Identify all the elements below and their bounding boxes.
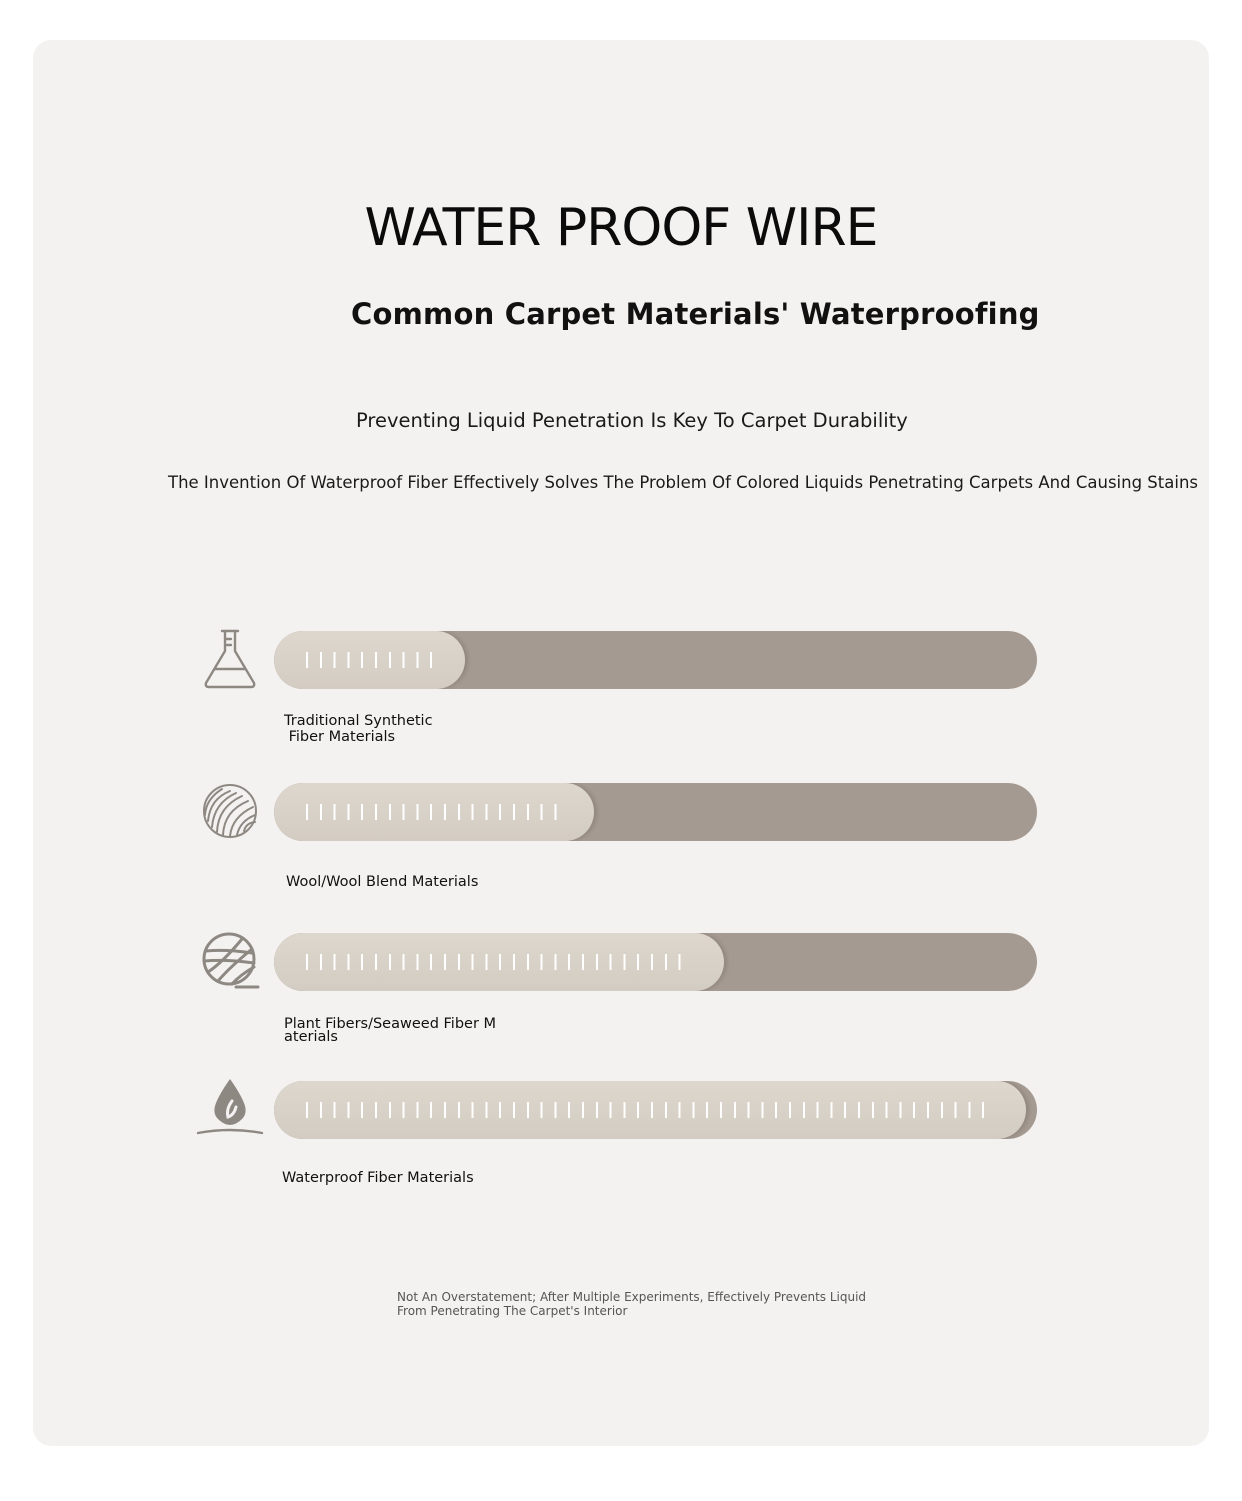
bar-ticks bbox=[306, 804, 562, 820]
waterproof-bar-fill bbox=[274, 783, 594, 841]
material-label: Waterproof Fiber Materials bbox=[282, 1170, 474, 1186]
bar-ticks bbox=[306, 954, 692, 970]
bar-ticks bbox=[306, 1102, 994, 1118]
waterproof-bar bbox=[274, 933, 1037, 991]
material-label: Plant Fibers/Seaweed Fiber M aterials bbox=[284, 1016, 497, 1045]
page-title: WATER PROOF WIRE bbox=[364, 198, 878, 258]
description: The Invention Of Waterproof Fiber Effectively Solves The Problem Of Colored Liquids Penetrating Carpets And Causing Stains bbox=[168, 473, 1198, 492]
bar-ticks bbox=[306, 652, 433, 668]
page-subtitle: Common Carpet Materials' Waterproofing bbox=[351, 297, 1040, 331]
material-row-waterproof bbox=[0, 1081, 1242, 1141]
water-drop-icon bbox=[196, 1075, 264, 1143]
material-row-plant-fiber bbox=[0, 933, 1242, 993]
flask-icon bbox=[196, 625, 264, 693]
wool-icon bbox=[196, 777, 264, 845]
material-label: Traditional Synthetic Fiber Materials bbox=[284, 713, 433, 745]
footnote-line: Not An Overstatement; After Multiple Experiments, Effectively Prevents Liquid bbox=[397, 1290, 867, 1304]
waterproof-bar bbox=[274, 783, 1037, 841]
footnote bbox=[397, 1290, 867, 1318]
waterproof-bar-fill bbox=[274, 631, 465, 689]
waterproof-bar-fill bbox=[274, 1081, 1026, 1139]
material-row-wool bbox=[0, 783, 1242, 843]
waterproof-bar bbox=[274, 1081, 1037, 1139]
waterproof-bar bbox=[274, 631, 1037, 689]
material-row-synthetic bbox=[0, 631, 1242, 691]
footnote-line: From Penetrating The Carpet's Interior bbox=[397, 1304, 628, 1318]
tagline: Preventing Liquid Penetration Is Key To Carpet Durability bbox=[356, 409, 908, 432]
yarn-ball-icon bbox=[196, 927, 264, 995]
waterproof-bar-fill bbox=[274, 933, 724, 991]
material-label: Wool/Wool Blend Materials bbox=[286, 874, 479, 890]
